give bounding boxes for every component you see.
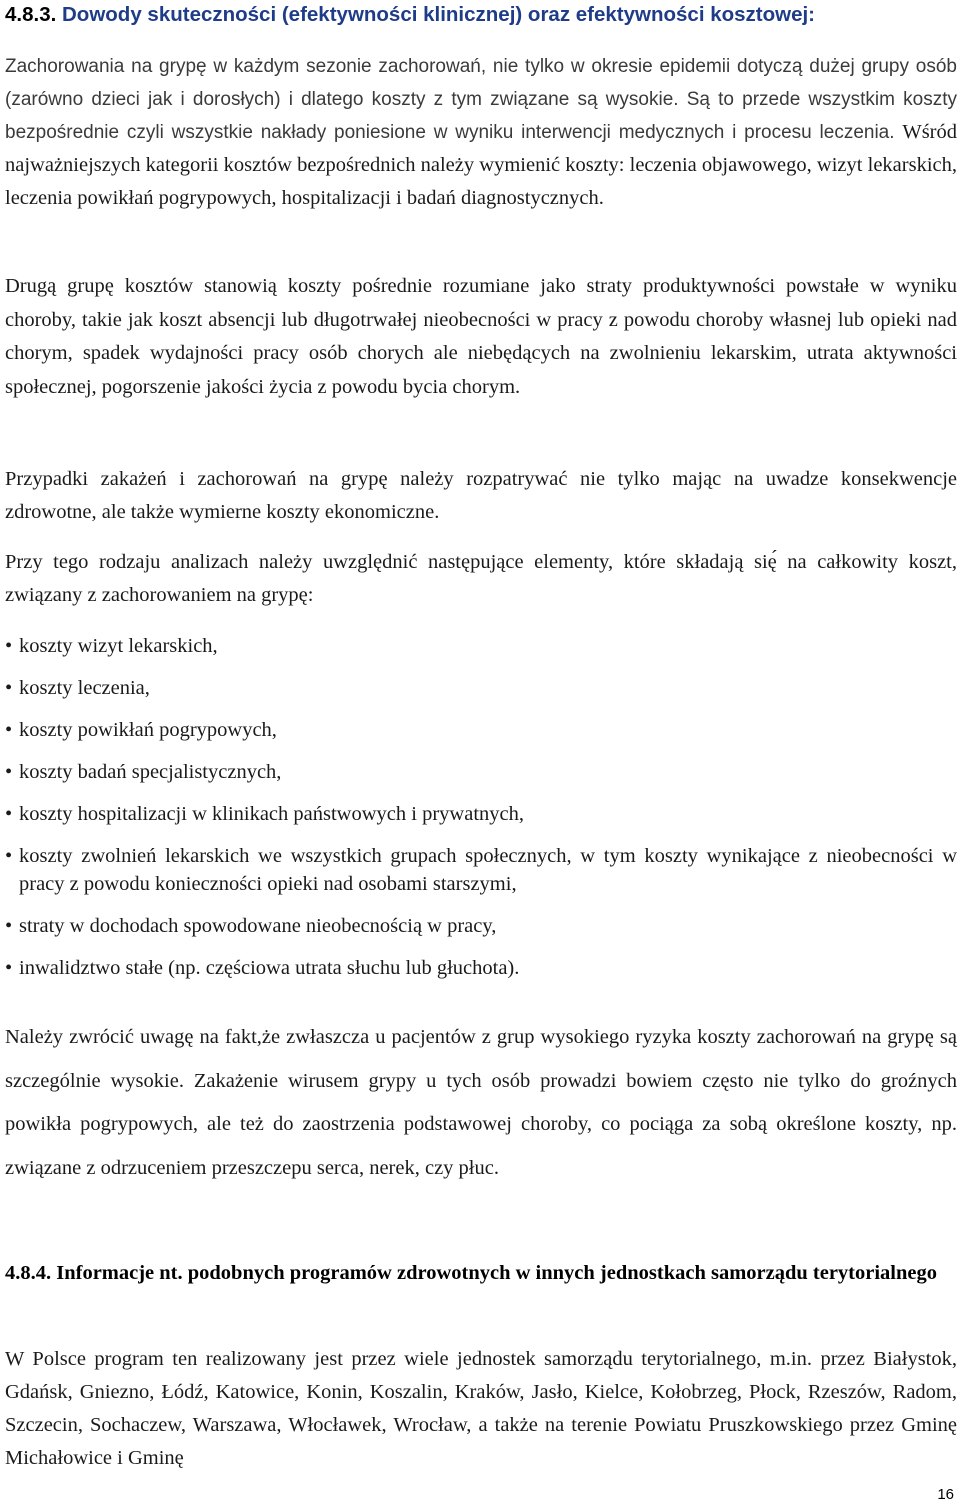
bullet-icon: • (5, 957, 13, 979)
bullet-icon: • (5, 761, 13, 783)
paragraph-economic-costs: Przypadki zakażeń i zachorowań na grypę należy rozpatrywać nie tylko mając na uwadze konsekwencje zdrowotne, ale także wymierne koszty ekonomiczne. (5, 468, 957, 523)
section-heading-4-8-3 (5, 2, 957, 28)
list-item-text: straty w dochodach spowodowane nieobecnością w pracy, (19, 915, 497, 937)
bullet-icon: • (5, 719, 13, 741)
bullet-icon: • (5, 803, 13, 825)
paragraph-indirect-costs: Drugą grupę kosztów stanowią koszty pośrednie rozumiane jako straty produktywności powstałe w wyniku choroby, takie jak koszt absencji lub długotrwałej nieobecności w pracy z powodu choroby własnej lub opieki nad chorym, spadek wydajności pracy osób chorych ale niebędących na zwolnieniu lekarskim, utrata aktywności społecznej, pogorszenie jakości życia z powodu bycia chorym. (5, 275, 957, 398)
paragraph-direct-costs-text: Zachorowania na grypę w każdym sezonie zachorowań, nie tylko w okresie epidemii dotyczą dużej grupy osób (zarówno dzieci jak i dorosłych) i dlatego koszty z tym związane są wysokie. Są to przede wszystkim koszty bezpośrednie czyli wszystkie nakłady poniesione w wyniku interwencji medycznych i procesu leczenia. (5, 56, 957, 143)
paragraph-other-programs: W Polsce program ten realizowany jest przez wiele jednostek samorządu terytorialnego, m.in. przez Białystok, Gdańsk, Gniezno, Łódź, Katowice, Konin, Koszalin, Kraków, Jasło, Kielce, Kołobrzeg, Płock, Rzeszów, Radom, Szczecin, Sochaczew, Warszawa, Włocławek, Wrocław, a także na terenie Powiatu Pruszkowskiego przez Gminę Michałowice i Gminę (5, 1348, 957, 1469)
paragraph-direct-costs (5, 50, 957, 215)
list-item-text: koszty hospitalizacji w klinikach państwowych i prywatnych, (19, 803, 524, 825)
list-item (5, 758, 281, 786)
bullet-icon: • (5, 677, 13, 699)
list-item (5, 842, 957, 898)
list-item-text: koszty zwolnień lekarskich we wszystkich grupach społecznych, w tym koszty wynikające z nieobecności w pracy z powodu konieczności opieki nad osobami starszymi, (19, 845, 957, 895)
list-item-text: koszty powikłań pogrypowych, (19, 719, 277, 741)
paragraph-high-risk-patients: Należy zwrócić uwagę na fakt,że zwłaszcza u pacjentów z grup wysokiego ryzyka koszty zachorowań na grypę są szczególnie wysokie. Zakażenie wirusem grypy u tych osób prowadzi bowiem często nie tylko do groźnych powikła pogrypowych, ale też do zaostrzenia podstawowej choroby, co pociąga za sobą określone koszty, np. związane z odrzuceniem przeszczepu serca, nerek, czy płuc. (5, 1026, 957, 1179)
list-item-text: koszty leczenia, (19, 677, 150, 699)
list-item (5, 800, 524, 828)
section-heading-4-8-4: 4.8.4. Informacje nt. podobnych programów zdrowotnych w innych jednostkach samorządu terytorialnego (5, 1262, 937, 1284)
list-item-text: koszty wizyt lekarskich, (19, 635, 218, 657)
bullet-icon: • (5, 635, 13, 657)
list-item (5, 674, 150, 702)
bullet-icon: • (5, 845, 13, 867)
section-title: Dowody skuteczności (efektywności klinicznej) oraz efektywności kosztowej: (62, 3, 816, 26)
list-item (5, 954, 519, 982)
list-item (5, 912, 496, 940)
paragraph-analysis-elements: Przy tego rodzaju analizach należy uwzględnić następujące elementy, które składają się́ na całkowity koszt, związany z zachorowaniem na grypę: (5, 551, 957, 606)
paragraph-direct-costs-categories: Wśród najważniejszych kategorii kosztów bezpośrednich należy wymienić koszty: leczenia objawowego, wizyt lekarskich, leczenia powikłań pogrypowych, hospitalizacji i badań diagnostycznych. (5, 121, 957, 209)
section-number: 4.8.3. (5, 3, 57, 26)
list-item-text: inwalidztwo stałe (np. częściowa utrata słuchu lub głuchota). (19, 957, 520, 979)
page-number: 16 (937, 1486, 954, 1503)
list-item (5, 716, 277, 744)
list-item-text: koszty badań specjalistycznych, (19, 761, 282, 783)
bullet-icon: • (5, 915, 13, 937)
list-item (5, 632, 218, 660)
